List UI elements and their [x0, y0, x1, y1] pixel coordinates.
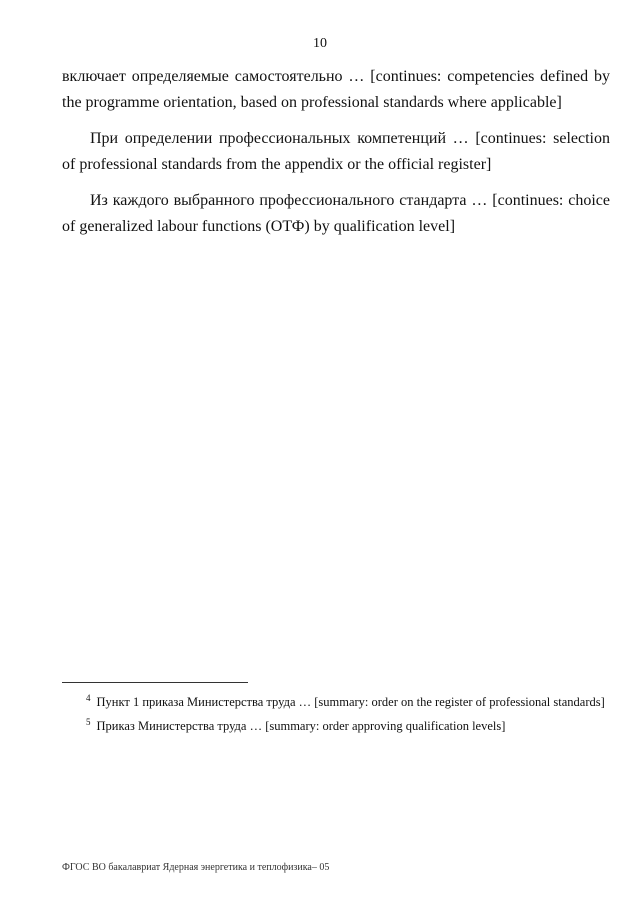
page-number: 10 — [313, 36, 327, 51]
footnote-divider — [62, 682, 248, 683]
paragraph-3: Из каждого выбранного профессионального стандарта … [continues: choice of generalized labour functions (ОТФ) by qualification level] — [62, 192, 610, 235]
paragraph-1: включает определяемые самостоятельно … [continues: competencies defined by the programme orientation, based on professional standards where applicable] — [62, 68, 610, 111]
document-footer: ФГОС ВО бакалавриат Ядерная энергетика и теплофизика– 05 — [62, 862, 330, 873]
footnote-4 — [62, 690, 610, 710]
footnote-5 — [62, 714, 610, 734]
footnote-mark: 5 — [86, 717, 91, 728]
footnotes — [62, 690, 610, 738]
paragraph-2: При определении профессиональных компетенций … [continues: selection of professional standards from the appendix or the official register] — [62, 130, 610, 173]
body-text — [62, 64, 610, 250]
footnote-text: Пункт 1 приказа Министерства труда … [summary: order on the register of professional standards] — [96, 695, 605, 710]
footnote-text: Приказ Министерства труда … [summary: order approving qualification levels] — [96, 719, 506, 734]
footnote-mark: 4 — [86, 693, 91, 703]
